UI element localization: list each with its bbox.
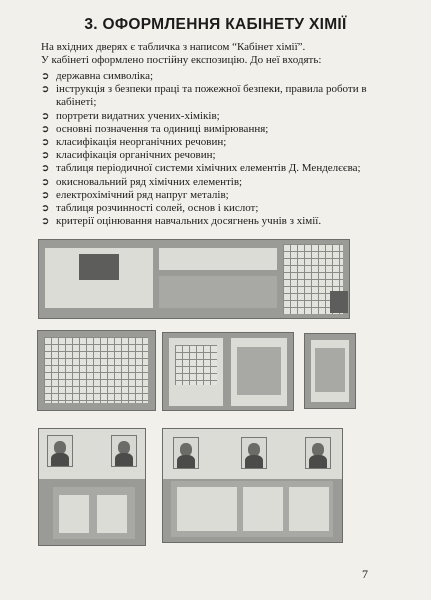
exposition-list-item-text: інструкція з безпеки праці та пожежної безпеки, правила роботи в	[56, 83, 367, 96]
arrow-bullet-icon: ➲	[41, 203, 50, 215]
intro-text	[41, 41, 391, 67]
exposition-list-item	[41, 136, 391, 149]
info-board-right-sheet	[97, 495, 127, 533]
arrow-bullet-icon: ➲	[41, 123, 50, 135]
exposition-list	[41, 70, 391, 228]
exposition-list-item-text: державна символіка;	[56, 70, 154, 82]
section-title: 3. ОФОРМЛЕННЯ КАБІНЕТУ ХІМІЇ	[84, 16, 347, 33]
scientist-portrait-2	[111, 435, 137, 467]
scientist-portrait-4	[241, 437, 267, 469]
exposition-list-item	[41, 149, 391, 162]
photo-periodic-table	[37, 330, 156, 411]
photo-tables	[162, 332, 294, 411]
reactivity-series-content	[237, 347, 281, 395]
exposition-list-item-text: таблиця розчинності солей, основ і кислот;	[56, 202, 259, 215]
exposition-list-item	[41, 176, 391, 189]
classification-board	[159, 276, 277, 308]
arrow-bullet-icon: ➲	[41, 176, 50, 188]
exposition-list-item-text: класифікація органічних речовин;	[56, 149, 216, 162]
scientist-portrait-3	[173, 437, 199, 469]
safety-poster-content	[315, 348, 345, 392]
arrow-bullet-icon: ➲	[41, 189, 50, 201]
exposition-list-item-text: таблиця періодичної системи хімічних елементів Д. Менделєєва;	[56, 162, 361, 175]
photo-portraits-right	[162, 428, 343, 543]
arrow-bullet-icon: ➲	[41, 137, 50, 149]
periodic-table-image	[44, 337, 148, 403]
exposition-list-item	[41, 162, 391, 175]
photo-portraits-left	[38, 428, 146, 546]
exposition-list-item	[41, 123, 391, 136]
exposition-list-item	[41, 110, 391, 123]
exposition-list-item-text: портрети видатних учених-хіміків;	[56, 109, 220, 122]
intro-line-1: На вхідних дверях є табличка з написом “Кабінет хімії”.	[41, 41, 306, 53]
info-board-wide-panel-1	[177, 487, 237, 531]
exposition-list-item	[41, 189, 391, 202]
exposition-list-item-text: кабінеті;	[56, 96, 97, 109]
photo-shadow	[330, 291, 348, 313]
photo-wall-panel	[38, 239, 350, 319]
arrow-bullet-icon: ➲	[41, 84, 50, 96]
units-board	[159, 248, 277, 270]
exposition-list-item-text: основні позначення та одиниці вимірювання;	[56, 122, 269, 135]
scientist-portrait-1	[47, 435, 73, 467]
exposition-list-item-text: класифікація неорганічних речовин;	[56, 136, 227, 149]
arrow-bullet-icon: ➲	[41, 71, 50, 82]
arrow-bullet-icon: ➲	[41, 216, 50, 228]
info-board-wide-panel-3	[289, 487, 329, 531]
info-board-left-sheet	[59, 495, 89, 533]
arrow-bullet-icon: ➲	[41, 150, 50, 162]
coat-of-arms-image	[79, 254, 119, 280]
exposition-list-item	[41, 96, 391, 109]
arrow-bullet-icon: ➲	[41, 163, 50, 175]
exposition-list-item	[41, 202, 391, 215]
exposition-list-item	[41, 83, 391, 96]
scientist-portrait-5	[305, 437, 331, 469]
page-number: 7	[362, 567, 368, 581]
exposition-list-item-text: електрохімічний ряд напруг металів;	[56, 188, 229, 201]
exposition-list-item	[41, 215, 391, 228]
photo-safety-poster	[304, 333, 356, 409]
solubility-grid	[175, 345, 217, 385]
exposition-list-item-text: критерії оцінювання навчальних досягнень учнів з хімії.	[56, 215, 322, 228]
exposition-list-item	[41, 70, 391, 83]
arrow-bullet-icon: ➲	[41, 110, 50, 122]
exposition-list-item-text: окисновальний ряд хімічних елементів;	[56, 175, 243, 188]
intro-line-2: У кабінеті оформлено постійну експозицію. До неї входять:	[41, 54, 322, 66]
info-board-wide-panel-2	[243, 487, 283, 531]
